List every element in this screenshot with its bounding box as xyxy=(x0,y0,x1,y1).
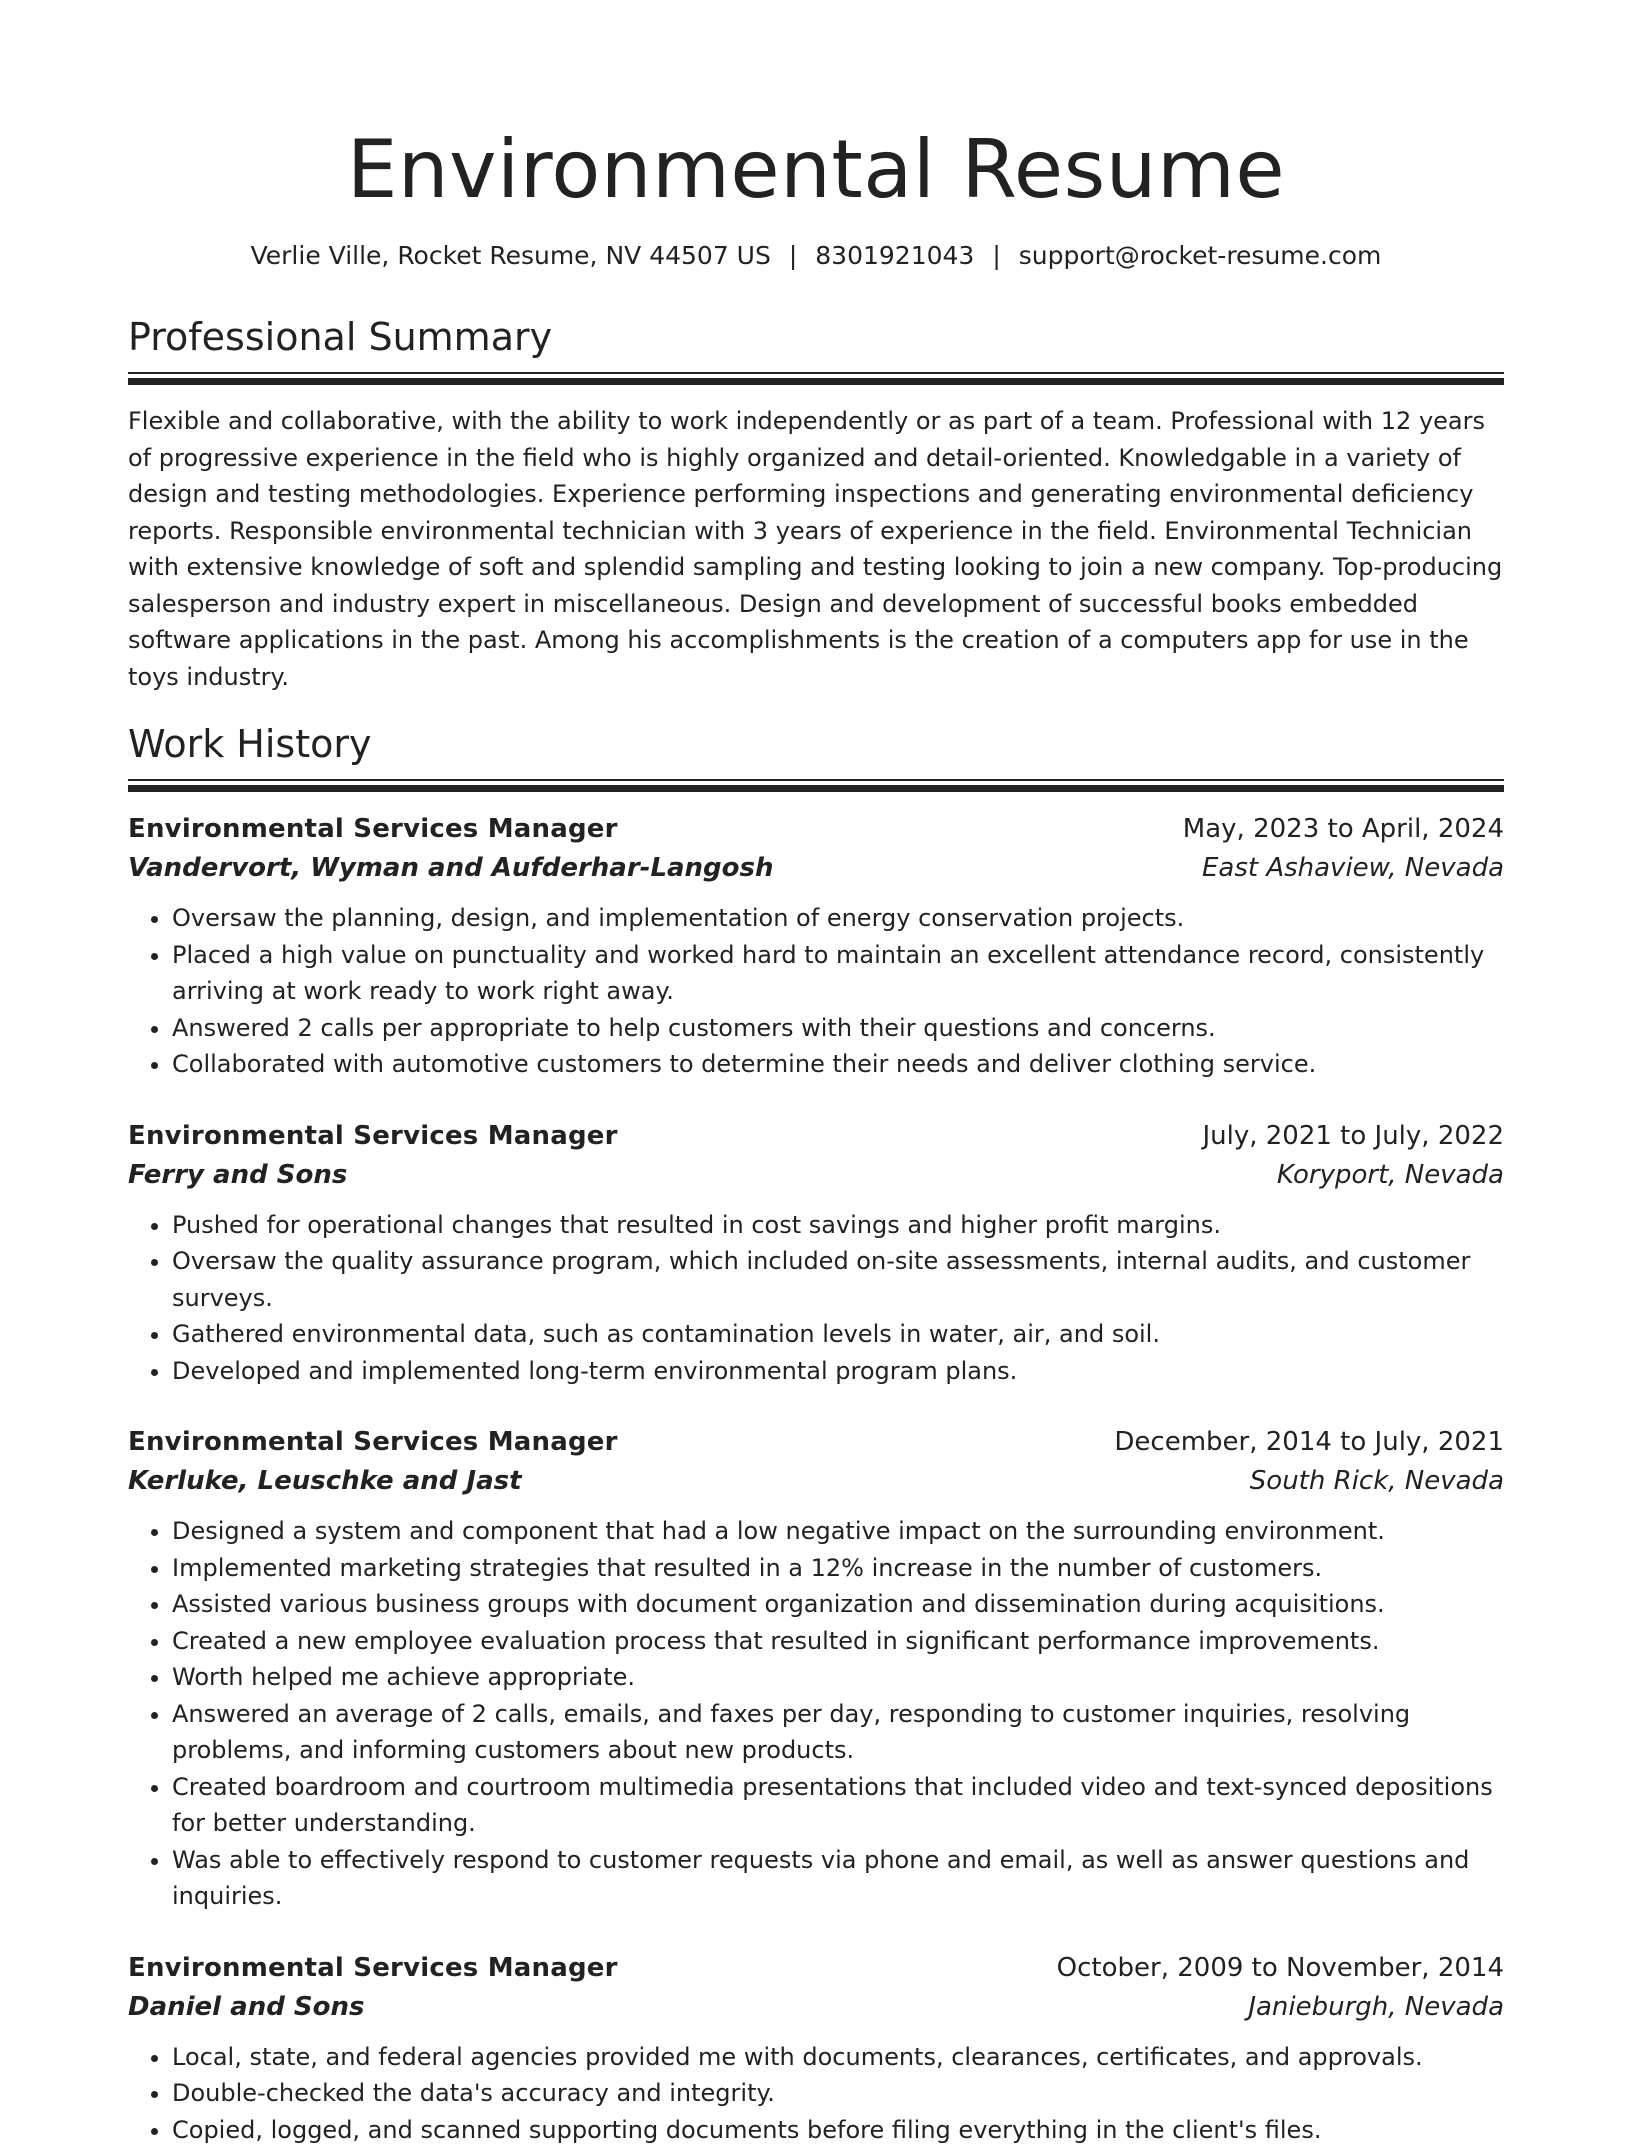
job-entry xyxy=(128,1117,1504,1390)
job-dates: May, 2023 to April, 2024 xyxy=(1183,810,1504,849)
job-entry xyxy=(128,810,1504,1083)
list-item: • Oversaw the quality assurance program, which included on-site assessments, internal audits, and customer surveys. xyxy=(172,1243,1504,1316)
job-title: Environmental Services Manager xyxy=(128,1117,618,1156)
job-bullet-list xyxy=(128,1207,1504,1390)
list-item: • Implemented marketing strategies that resulted in a 12% increase in the number of customers. xyxy=(172,1550,1504,1587)
list-item: • Designed a system and component that had a low negative impact on the surrounding environment. xyxy=(172,1513,1504,1550)
job-company-row xyxy=(128,1462,1504,1501)
job-bullet-list xyxy=(128,2039,1504,2148)
section-heading: Work History xyxy=(128,719,1504,769)
contact-line xyxy=(128,238,1504,274)
job-bullet-list xyxy=(128,900,1504,1083)
list-item: • Assisted various business groups with document organization and dissemination during acquisitions. xyxy=(172,1586,1504,1623)
section-divider xyxy=(128,779,1504,792)
section-heading: Professional Summary xyxy=(128,312,1504,362)
section-divider xyxy=(128,372,1504,385)
job-list xyxy=(128,810,1504,2148)
professional-summary-section xyxy=(128,312,1504,695)
contact-email: support@rocket-resume.com xyxy=(1019,241,1382,270)
job-company-row xyxy=(128,1156,1504,1195)
job-company-row xyxy=(128,1988,1504,2027)
list-item: • Local, state, and federal agencies provided me with documents, clearances, certificates, and approvals. xyxy=(172,2039,1504,2076)
list-item: • Created boardroom and courtroom multimedia presentations that included video and text-synced depositions for better understanding. xyxy=(172,1769,1504,1842)
list-item: • Worth helped me achieve appropriate. xyxy=(172,1659,1504,1696)
contact-address: Verlie Ville, Rocket Resume, NV 44507 US xyxy=(251,241,771,270)
list-item: • Was able to effectively respond to customer requests via phone and email, as well as answer questions and inquiries. xyxy=(172,1842,1504,1915)
list-item: • Gathered environmental data, such as contamination levels in water, air, and soil. xyxy=(172,1316,1504,1353)
job-title: Environmental Services Manager xyxy=(128,1423,618,1462)
list-item: • Collaborated with automotive customers to determine their needs and deliver clothing service. xyxy=(172,1046,1504,1083)
summary-text: Flexible and collaborative, with the ability to work independently or as part of a team. Professional with 12 years of progressive experience in the field who is highly organized and detail-oriented. Knowledgable in a variety of design and testing methodologies. Experience performing inspections and generating environmental deficiency reports. Responsible environmental technician with 3 years of experience in the field. Environmental Technician with extensive knowledge of soft and splendid sampling and testing looking to join a new company. Top-producing salesperson and industry expert in miscellaneous. Design and development of successful books embedded software applications in the past. Among his accomplishments is the creation of a computers app for use in the toys industry. xyxy=(128,403,1504,695)
list-item: • Pushed for operational changes that resulted in cost savings and higher profit margins. xyxy=(172,1207,1504,1244)
job-entry xyxy=(128,1949,1504,2148)
contact-phone: 8301921043 xyxy=(815,241,974,270)
list-item: • Answered 2 calls per appropriate to help customers with their questions and concerns. xyxy=(172,1010,1504,1047)
job-location: Janieburgh, Nevada xyxy=(1248,1988,1504,2027)
job-company: Ferry and Sons xyxy=(128,1156,347,1195)
job-entry xyxy=(128,1423,1504,1915)
job-header-row xyxy=(128,1117,1504,1156)
job-location: Koryport, Nevada xyxy=(1277,1156,1504,1195)
resume-title: Environmental Resume xyxy=(128,0,1504,222)
contact-separator: | xyxy=(974,241,1018,270)
job-dates: October, 2009 to November, 2014 xyxy=(1057,1949,1504,1988)
list-item: • Placed a high value on punctuality and worked hard to maintain an excellent attendance record, consistently arriving at work ready to work right away. xyxy=(172,937,1504,1010)
list-item: • Developed and implemented long-term environmental program plans. xyxy=(172,1353,1504,1390)
job-dates: December, 2014 to July, 2021 xyxy=(1114,1423,1504,1462)
job-header-row xyxy=(128,1423,1504,1462)
list-item: • Answered an average of 2 calls, emails, and faxes per day, responding to customer inquiries, resolving problems, and informing customers about new products. xyxy=(172,1696,1504,1769)
list-item: • Oversaw the planning, design, and implementation of energy conservation projects. xyxy=(172,900,1504,937)
list-item: • Created a new employee evaluation process that resulted in significant performance improvements. xyxy=(172,1623,1504,1660)
job-company: Vandervort, Wyman and Aufderhar-Langosh xyxy=(128,849,774,888)
job-location: South Rick, Nevada xyxy=(1250,1462,1504,1501)
list-item: • Double-checked the data's accuracy and integrity. xyxy=(172,2075,1504,2112)
job-title: Environmental Services Manager xyxy=(128,1949,618,1988)
work-history-section xyxy=(128,719,1504,2148)
job-header-row xyxy=(128,1949,1504,1988)
job-title: Environmental Services Manager xyxy=(128,810,618,849)
list-item: • Copied, logged, and scanned supporting documents before filing everything in the client's files. xyxy=(172,2112,1504,2148)
job-company: Daniel and Sons xyxy=(128,1988,364,2027)
job-header-row xyxy=(128,810,1504,849)
contact-separator: | xyxy=(771,241,815,270)
job-dates: July, 2021 to July, 2022 xyxy=(1202,1117,1504,1156)
job-location: East Ashaview, Nevada xyxy=(1202,849,1504,888)
job-company: Kerluke, Leuschke and Jast xyxy=(128,1462,522,1501)
job-bullet-list xyxy=(128,1513,1504,1915)
job-company-row xyxy=(128,849,1504,888)
